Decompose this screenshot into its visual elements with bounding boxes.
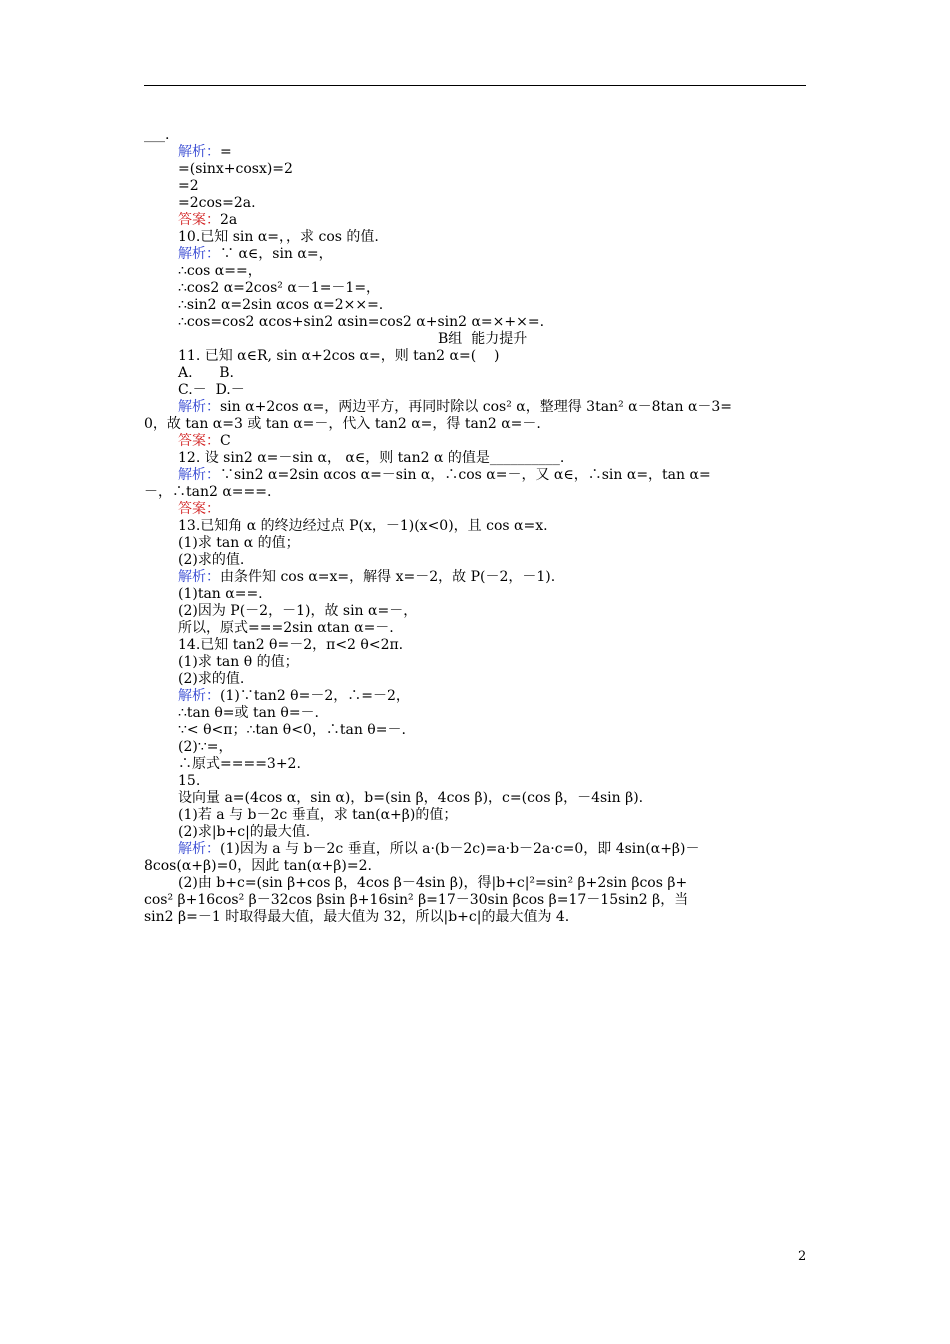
text-line	[144, 841, 806, 858]
text-line	[144, 671, 806, 688]
analysis-label: 解析：	[178, 144, 220, 160]
line-text: ∴原式====3+2.	[178, 756, 301, 772]
line-text: =2	[178, 178, 199, 194]
analysis-label: 解析：	[178, 688, 220, 704]
line-text: (2)求的值.	[178, 671, 245, 687]
text-line	[144, 161, 806, 178]
header-rule	[144, 85, 806, 86]
line-text: =(sinx+cosx)=2	[178, 161, 293, 177]
text-line	[144, 705, 806, 722]
line-text: ∴cos=cos2 αcos+sin2 αsin=cos2 α+sin2 α=×+×=.	[178, 314, 545, 330]
line-text: C	[220, 433, 231, 449]
line-text: ∴tan θ=或 tan θ=－.	[178, 705, 320, 721]
text-line	[144, 807, 806, 824]
text-line	[144, 552, 806, 569]
page-number: 2	[798, 1249, 807, 1264]
line-text: 12. 设 sin2 α=－sin α， α∈，则 tan2 α 的值是__________.	[178, 450, 565, 466]
line-text: A. B.	[178, 365, 234, 381]
line-text: (1)∵tan2 θ=－2，∴=－2，	[220, 688, 410, 704]
text-line	[144, 212, 806, 229]
text-line	[144, 246, 806, 263]
text-line	[144, 586, 806, 603]
line-text: ∵sin2 α=2sin αcos α=－sin α，∴cos α=－，又 α∈，∴sin α=，tan α=	[220, 467, 711, 483]
line-text: (2)求的值.	[178, 552, 245, 568]
text-line	[144, 654, 806, 671]
line-text: (2)由 b+c=(sin β+cos β，4cos β－4sin β)，得|b+c|²=sin² β+2sin βcos β+	[178, 875, 688, 891]
text-line	[144, 195, 806, 212]
text-line	[144, 875, 806, 892]
text-line	[144, 399, 806, 416]
text-line	[144, 790, 806, 807]
text-line	[144, 620, 806, 637]
line-text: 所以，原式===2sin αtan α=－.	[178, 620, 394, 636]
text-line-continuation: 8cos(α+β)=0，因此 tan(α+β)=2.	[144, 858, 372, 874]
line-text: 设向量 a=(4cos α，sin α)，b=(sin β，4cos β)，c=(cos β，－4sin β).	[178, 790, 644, 806]
text-line-continuation: －，∴tan2 α===.	[144, 484, 272, 500]
line-text: (1)tan α==.	[178, 586, 263, 602]
text-line	[144, 722, 806, 739]
text-line	[144, 518, 806, 535]
text-line	[144, 603, 806, 620]
text-line	[144, 535, 806, 552]
line-text: (1)求 tan θ 的值；	[178, 654, 299, 670]
line-text: (1)求 tan α 的值；	[178, 535, 300, 551]
text-line	[144, 688, 806, 705]
line-text: (2)因为 P(－2，－1)，故 sin α=－，	[178, 603, 418, 619]
line-text: ∴sin2 α=2sin αcos α=2××=.	[178, 297, 384, 313]
line-text: 由条件知 cos α=x=，解得 x=－2，故 P(－2，－1).	[220, 569, 556, 585]
text-line	[144, 637, 806, 654]
text-line	[144, 178, 806, 195]
line-text: ∴cos2 α=2cos² α－1=－1=，	[178, 280, 381, 296]
text-line-continuation: sin2 β=－1 时取得最大值，最大值为 32，所以|b+c|的最大值为 4.	[144, 909, 570, 925]
line-text: sin α+2cos α=，两边平方，再同时除以 cos² α，整理得 3tan² α－8tan α－3=	[220, 399, 733, 415]
line-text: 2a	[220, 212, 238, 228]
line-text: (1)因为 a 与 b－2c 垂直，所以 a·(b－2c)=a·b－2a·c=0，即 4sin(α+β)－	[220, 841, 700, 857]
text-line	[144, 331, 806, 348]
analysis-label: 解析：	[178, 467, 220, 483]
line-text: ∵< θ<π；∴tan θ<0，∴tan θ=－.	[178, 722, 406, 738]
line-text: ___.	[144, 127, 170, 143]
line-text: ∵ α∈，sin α=，	[220, 246, 333, 262]
line-text: ∴cos α==，	[178, 263, 262, 279]
analysis-label: 解析：	[178, 569, 220, 585]
text-line	[144, 773, 806, 790]
text-line	[144, 382, 806, 399]
answer-label: 答案：	[178, 501, 220, 517]
document-body	[144, 127, 806, 926]
text-line	[144, 348, 806, 365]
line-text: 15.	[178, 773, 201, 789]
line-text: (2)∵=，	[178, 739, 233, 755]
line-text: 11. 已知 α∈R, sin α+2cos α=，则 tan2 α=( )	[178, 348, 500, 364]
text-line	[144, 501, 806, 518]
text-line	[144, 569, 806, 586]
text-line	[144, 144, 806, 161]
line-text: (1)若 a 与 b－2c 垂直，求 tan(α+β)的值；	[178, 807, 458, 823]
line-text: =2cos=2a.	[178, 195, 256, 211]
text-line	[144, 263, 806, 280]
text-line	[144, 467, 806, 484]
text-line	[144, 127, 806, 144]
line-text: 10.已知 sin α=，，求 cos 的值.	[178, 229, 379, 245]
text-line	[144, 756, 806, 773]
text-line	[144, 450, 806, 467]
text-line	[144, 297, 806, 314]
line-text: 13.已知角 α 的终边经过点 P(x，－1)(x<0)，且 cos α=x.	[178, 518, 548, 534]
text-line	[144, 433, 806, 450]
answer-label: 答案：	[178, 212, 220, 228]
text-line	[144, 739, 806, 756]
text-line-continuation: cos² β+16cos² β－32cos βsin β+16sin² β=17－30sin βcos β=17－15sin2 β，当	[144, 892, 689, 908]
line-text: C.－ D.－	[178, 382, 245, 398]
analysis-label: 解析：	[178, 246, 220, 262]
text-line	[144, 365, 806, 382]
text-line	[144, 824, 806, 841]
text-line-continuation: 0，故 tan α=3 或 tan α=－，代入 tan2 α=，得 tan2 α=－.	[144, 416, 541, 432]
text-line	[144, 229, 806, 246]
answer-label: 答案：	[178, 433, 220, 449]
analysis-label: 解析：	[178, 399, 220, 415]
analysis-label: 解析：	[178, 841, 220, 857]
line-text: 14.已知 tan2 θ=－2，π<2 θ<2π.	[178, 637, 404, 653]
line-text: B组 能力提升	[438, 331, 528, 347]
text-line	[144, 314, 806, 331]
line-text: =	[220, 144, 232, 160]
text-line	[144, 280, 806, 297]
line-text: (2)求|b+c|的最大值.	[178, 824, 311, 840]
